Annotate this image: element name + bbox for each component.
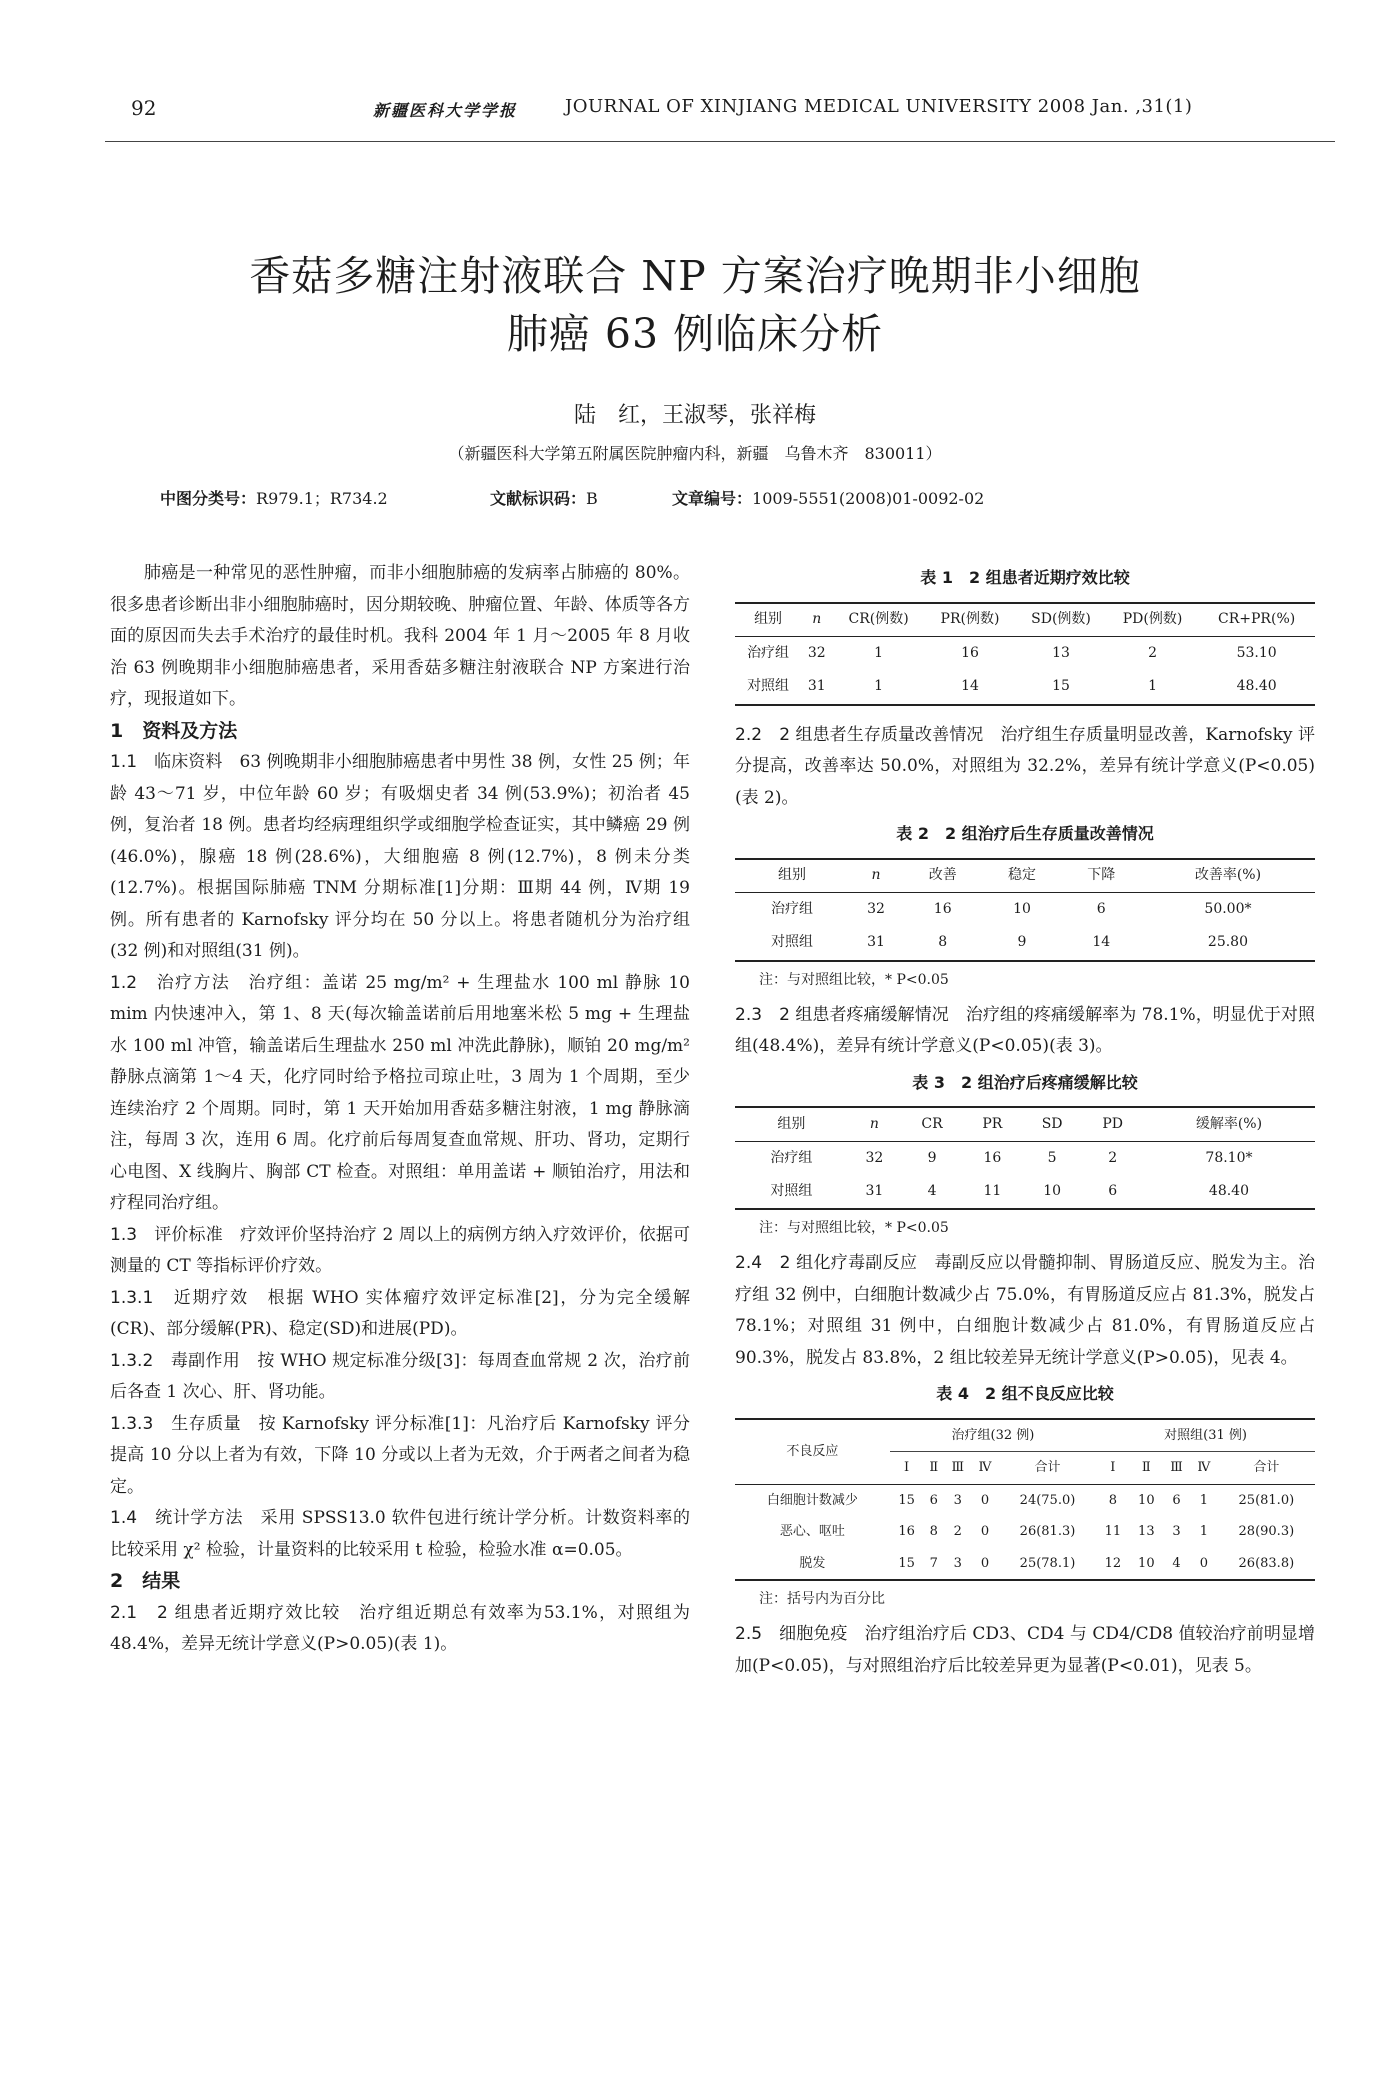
table-header: PR(例数) <box>925 603 1015 637</box>
section-1-3: 1.3 评价标准 疗效评价坚持治疗 2 周以上的病例方纳入疗效评价，依据可测量的 CT 等指标评价疗效。 <box>110 1224 690 1276</box>
table-header: 稳定 <box>982 859 1061 893</box>
table-header: PD <box>1083 1107 1143 1141</box>
table-2-note: 注：与对照组比较，* P<0.05 <box>759 971 949 988</box>
table-4-caption: 表 4 2 组不良反应比较 <box>936 1384 1114 1403</box>
table-header: 对照组(31 例) <box>1096 1419 1315 1452</box>
table-2 <box>735 858 1315 962</box>
table-row: 治疗组 32 1 16 13 2 53.10 <box>747 645 1277 661</box>
section-2-1: 2.1 2 组患者近期疗效比较 治疗组近期总有效率为53.1%，对照组为 48.4%，差异无统计学意义(P>0.05)(表 1)。 <box>110 1602 690 1654</box>
table-header: n <box>848 1107 901 1141</box>
table-header: n <box>801 603 832 637</box>
table-header: 组别 <box>735 859 849 893</box>
table-header: SD(例数) <box>1015 603 1107 637</box>
table-3-note: 注：与对照组比较，* P<0.05 <box>759 1220 949 1236</box>
table-header: PD(例数) <box>1107 603 1198 637</box>
table-header: 不良反应 <box>735 1419 890 1485</box>
section-1-1: 1.1 临床资料 63 例晚期非小细胞肺癌患者中男性 38 例，女性 25 例；年龄 43～71 岁，中位年龄 60 岁；有吸烟史者 34 例(53.9%)；初治者 45 例，复治者 18 例。患者均经病理组织学或细胞学检查证实，其中鳞癌 29 例(46.0%)，腺癌 18 例(28.6%)，大细胞癌 8 例(12.7%)，8 例未分类(12.7%)。根据国际肺癌 TNM 分期标准[1]分期：Ⅲ期 44 例，Ⅳ期 19 例。所有患者的 Karnofsky 评分均在 50 分以上。将患者随机分为治疗组(32 例)和对照组(31 例)。 <box>110 752 690 961</box>
table-1-caption: 表 1 2 组患者近期疗效比较 <box>920 568 1130 587</box>
authors: 陆 红，王淑琴，张祥梅 <box>573 403 816 428</box>
right-column <box>735 558 1315 1682</box>
table-header: 缓解率(%) <box>1143 1107 1315 1141</box>
section-1-3-2: 1.3.2 毒副作用 按 WHO 规定标准分级[3]：每周查血常规 2 次，治疗前后各查 1 次心、肝、肾功能。 <box>110 1350 690 1402</box>
table-row: 脱发 15 7 3 0 25(78.1) 12 10 4 0 26(83.8) <box>735 1548 1315 1581</box>
table-header: 组别 <box>735 603 801 637</box>
table-row: 恶心、呕吐 16 8 2 0 26(81.3) 11 13 3 1 28(90.3) <box>779 1524 1295 1539</box>
table-header: SD <box>1022 1107 1083 1141</box>
clc-number: 中图分类号：R979.1；R734.2 <box>160 489 388 508</box>
running-header <box>105 92 1335 142</box>
table-3-caption: 表 3 2 组治疗后疼痛缓解比较 <box>912 1072 1138 1092</box>
table-4: 不良反应 治疗组(32 例) 对照组(31 例) Ⅰ Ⅱ Ⅲ Ⅳ 合计 Ⅰ Ⅱ Ⅲ Ⅳ 合计 白细胞计数减少 15 6 3 0 24(75.0) 8 10 6 1 25(81.0) 恶心、呕吐 16 8 2 0 26(81.3) 11 13 3 1 28(90.3) 脱发 15 7 3 0 25(78.1) 12 10 4 0 26(83.8) <box>735 1418 1315 1582</box>
section-2-2: 2.2 2 组患者生存质量改善情况 治疗组生存质量明显改善，Karnofsky 评分提高，改善率达 50.0%，对照组为 32.2%，差异有统计学意义(P<0.05)(表 2)。 <box>735 724 1315 808</box>
table-header: 组别 <box>735 1107 848 1141</box>
table-3 <box>735 1106 1315 1210</box>
section-1-4: 1.4 统计学方法 采用 SPSS13.0 软件包进行统计学分析。计数资料率的比较采用 χ² 检验，计量资料的比较采用 t 检验，检验水准 α=0.05。 <box>110 1508 690 1560</box>
table-row: 治疗组 32 16 10 6 50.00* <box>770 901 1252 917</box>
intro-paragraph: 肺癌是一种常见的恶性肿瘤，而非小细胞肺癌的发病率占肺癌的 80%。很多患者诊断出非小细胞肺癌时，因分期较晚、肿瘤位置、年龄、体质等各方面的原因而失去手术治疗的最佳时机。我科 2004 年 1 月～2005 年 8 月收治 63 例晚期非小细胞肺癌患者，采用香菇多糖注射液联合 NP 方案进行治疗，现报道如下。 <box>110 563 690 709</box>
table-header: CR <box>901 1107 963 1141</box>
left-column <box>110 558 690 1661</box>
section-2-5: 2.5 细胞免疫 治疗组治疗后 CD3、CD4 与 CD4/CD8 值较治疗前明显增加(P<0.05)，与对照组治疗后比较差异更为显著(P<0.01)，见表 5。 <box>735 1624 1315 1676</box>
section-heading-2: 2 结果 <box>110 1570 181 1592</box>
section-1-3-3: 1.3.3 生存质量 按 Karnofsky 评分标准[1]：凡治疗后 Karnofsky 评分提高 10 分以上者为有效，下降 10 分或以上者为无效，介于两者之间者为稳定。 <box>110 1413 690 1497</box>
section-2-4: 2.4 2 组化疗毒副反应 毒副反应以骨髓抑制、胃肠道反应、脱发为主。治疗组 32 例中，白细胞计数减少占 75.0%，有胃肠道反应占 81.3%，脱发占 78.1%；对照组 31 例中，白细胞计数减少占 81.0%，有胃肠道反应占 90.3%，脱发占 83.8%，2 组比较差异无统计学意义(P>0.05)，见表 4。 <box>735 1253 1316 1368</box>
section-heading-1: 1 资料及方法 <box>110 719 238 742</box>
article-title-line2: 肺癌 63 例临床分析 <box>506 310 884 358</box>
table-header: 治疗组(32 例) <box>890 1419 1096 1452</box>
table-header: 改善 <box>903 859 982 893</box>
table-2-caption: 表 2 2 组治疗后生存质量改善情况 <box>896 824 1154 843</box>
table-row: 白细胞计数减少 15 6 3 0 24(75.0) 8 10 6 1 25(81.0) <box>766 1492 1295 1508</box>
table-header: CR+PR(%) <box>1198 603 1315 637</box>
table-1 <box>735 602 1315 706</box>
table-4-note: 注：括号内为百分比 <box>759 1591 885 1607</box>
article-number: 文章编号：1009-5551(2008)01-0092-02 <box>672 489 985 508</box>
table-row: 对照组 31 1 14 15 1 48.40 <box>735 671 1315 705</box>
table-header: 改善率(%) <box>1141 859 1315 893</box>
section-2-3: 2.3 2 组患者疼痛缓解情况 治疗组的疼痛缓解率为 78.1%，明显优于对照组(48.4%)，差异有统计学意义(P<0.05)(表 3)。 <box>735 1004 1315 1056</box>
table-header: 下降 <box>1062 859 1141 893</box>
table-row: 对照组 31 8 9 14 25.80 <box>735 927 1315 961</box>
affiliation: （新疆医科大学第五附属医院肿瘤内科，新疆 乌鲁木齐 830011） <box>448 444 942 463</box>
page-number: 92 <box>131 96 157 120</box>
article-title-line1: 香菇多糖注射液联合 NP 方案治疗晚期非小细胞 <box>249 252 1141 300</box>
table-row: 治疗组 32 9 16 5 2 78.10* <box>770 1149 1253 1166</box>
table-header: CR(例数) <box>833 603 925 637</box>
journal-name-en: JOURNAL OF XINJIANG MEDICAL UNIVERSITY 2008 Jan. ,31(1) <box>565 96 1193 117</box>
table-row: 对照组 31 4 11 10 6 48.40 <box>735 1175 1315 1209</box>
section-1-2: 1.2 治疗方法 治疗组：盖诺 25 mg/m² + 生理盐水 100 ml 静脉 10 mim 内快速冲入，第 1、8 天(每次输盖诺前后用地塞米松 5 mg + 生理盐水 100 ml 冲管，输盖诺后生理盐水 250 ml 冲洗此静脉)，顺铂 20 mg/m² 静脉点滴第 1～4 天，化疗同时给予格拉司琼止吐，3 周为 1 个周期，至少连续治疗 2 个周期。同时，第 1 天开始加用香菇多糖注射液，1 mg 静脉滴注，每周 3 次，连用 6 周。化疗前后每周复查血常规、肝功、肾功，定期行心电图、X 线胸片、胸部 CT 检查。对照组：单用盖诺 + 顺铂治疗，用法和疗程同治疗组。 <box>110 972 690 1213</box>
document-code: 文献标识码：B <box>490 489 598 508</box>
section-1-3-1: 1.3.1 近期疗效 根据 WHO 实体瘤疗效评定标准[2]，分为完全缓解(CR)、部分缓解(PR)、稳定(SD)和进展(PD)。 <box>110 1287 690 1339</box>
table-header: PR <box>963 1107 1022 1141</box>
journal-name-cn: 新疆医科大学学报 <box>373 101 518 120</box>
table-header: n <box>849 859 903 893</box>
